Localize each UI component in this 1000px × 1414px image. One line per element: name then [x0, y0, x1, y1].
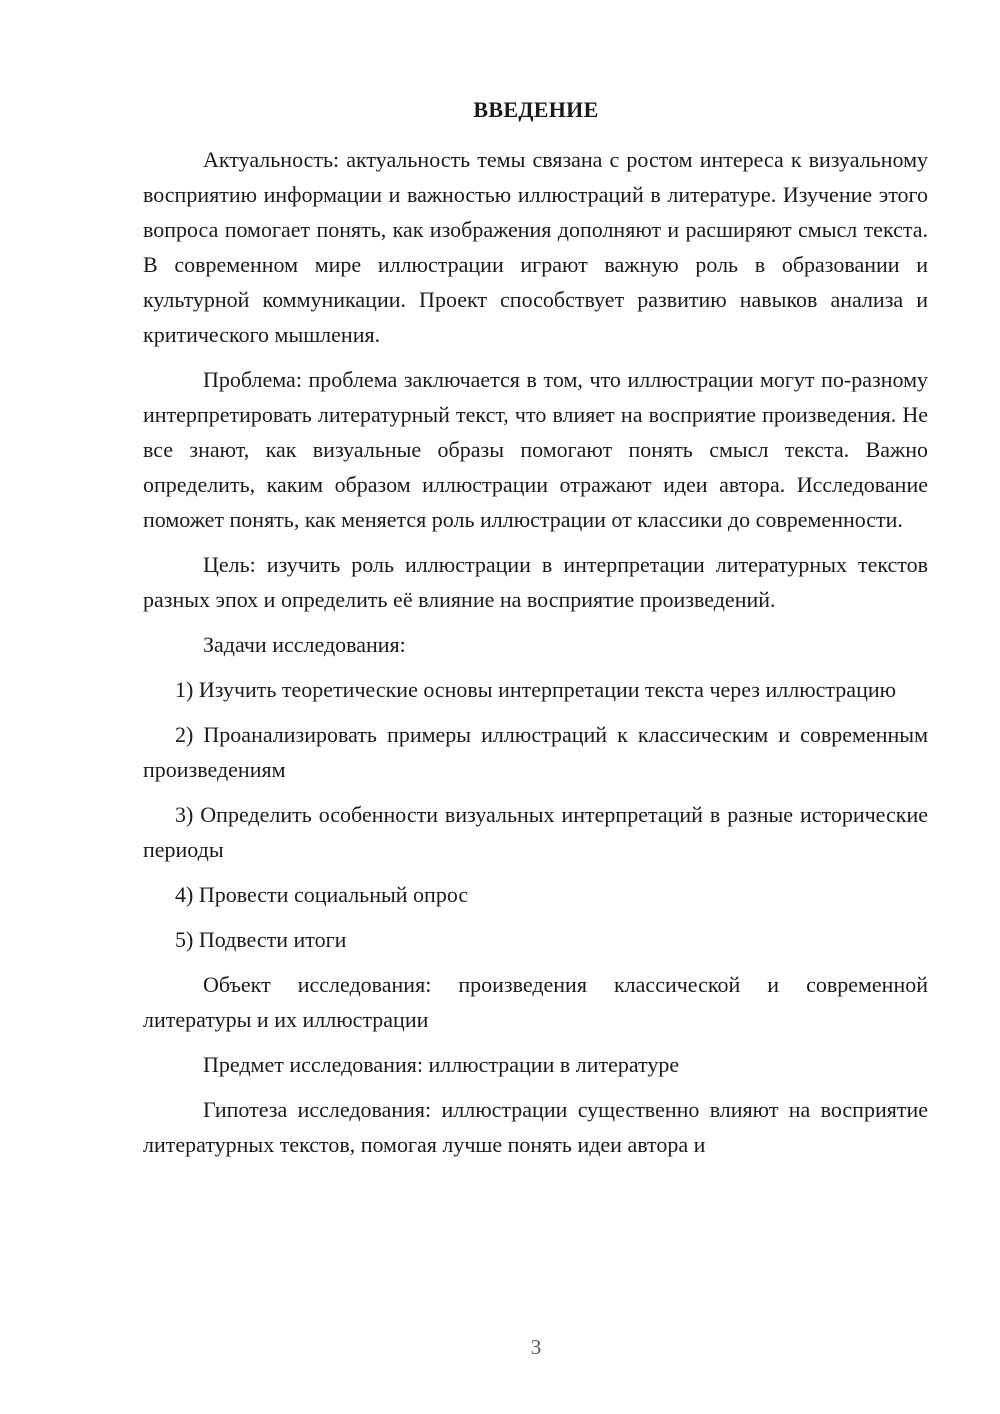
task-item-5: 5) Подвести итоги	[175, 927, 347, 952]
paragraph-hypothesis: Гипотеза исследования: иллюстрации существенно влияют на восприятие литературных текстов, помогая лучше понять идеи автора и	[143, 1097, 928, 1157]
task-item-2: 2) Проанализировать примеры иллюстраций к классическим и современным произведениям	[143, 722, 928, 782]
task-item-3: 3) Определить особенности визуальных интерпретаций в разные исторические периоды	[143, 802, 928, 862]
section-title: ВВЕДЕНИЕ	[473, 97, 599, 122]
document-body	[143, 142, 928, 1162]
paragraph-subject: Предмет исследования: иллюстрации в литературе	[203, 1052, 680, 1077]
paragraph-tasks-heading: Задачи исследования:	[203, 632, 406, 657]
task-item-4: 4) Провести социальный опрос	[175, 882, 469, 907]
page-number: 3	[530, 1335, 542, 1359]
task-item-1: 1) Изучить теоретические основы интерпретации текста через иллюстрацию	[175, 677, 897, 702]
paragraph-goal: Цель: изучить роль иллюстрации в интерпретации литературных текстов разных эпох и определить её влияние на восприятие произведений.	[143, 552, 928, 612]
paragraph-relevance: Актуальность: актуальность темы связана с ростом интереса к визуальному восприятию информации и важностью иллюстраций в литературе. Изучение этого вопроса помогает понять, как изображения дополняют и расширяют смысл текста. В современном мире иллюстрации играют важную роль в образовании и культурной коммуникации. Проект способствует развитию навыков анализа и критического мышления.	[143, 147, 928, 347]
paragraph-problem: Проблема: проблема заключается в том, что иллюстрации могут по-разному интерпретировать литературный текст, что влияет на восприятие произведения. Не все знают, как визуальные образы помогают понять смысл текста. Важно определить, каким образом иллюстрации отражают идеи автора. Исследование поможет понять, как меняется роль иллюстрации от классики до современности.	[143, 367, 928, 532]
paragraph-object: Объект исследования: произведения классической и современной литературы и их иллюстрации	[143, 972, 928, 1032]
